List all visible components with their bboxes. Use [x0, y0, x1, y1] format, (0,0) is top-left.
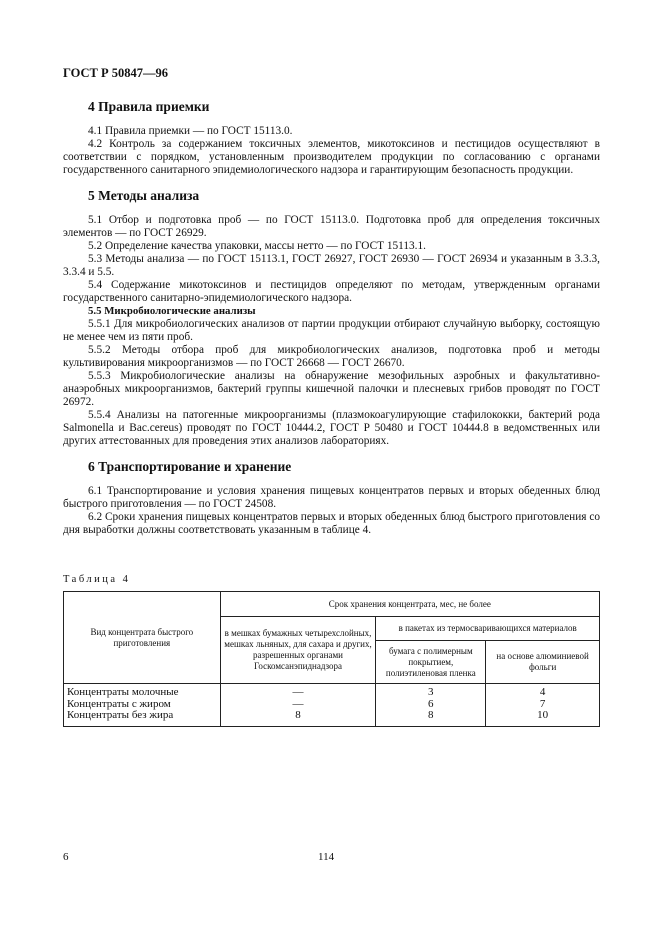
page-number-center: 114 — [318, 851, 335, 863]
table-row — [64, 684, 600, 727]
subsection-5-5-title: 5.5 Микробиологические анализы — [88, 305, 256, 317]
paragraph-5-2: 5.2 Определение качества упаковки, массы нетто — по ГОСТ 15113.1. — [88, 240, 426, 252]
paragraph-6-2: 6.2 Сроки хранения пищевых концентратов первых и вторых обеденных блюд быстрого приготовления со дня выработки должны соответствовать указанным в таблице 4. — [63, 511, 600, 536]
paragraph-5-3: 5.3 Методы анализа — по ГОСТ 15113.1, ГОСТ 26927, ГОСТ 26930 — ГОСТ 26934 и указанным в 3.3.3, 3.3.4 и 5.5. — [63, 253, 600, 278]
header-bags: в мешках бумажных четырехслойных, мешках льняных, для сахара и других, разрешенных органами Госкомсанэпиднадзора — [220, 617, 376, 684]
paragraph-6-1: 6.1 Транспортирование и условия хранения пищевых концентратов первых и вторых обеденных блюд быстрого приготовления — по ГОСТ 24508. — [63, 485, 600, 510]
table-cell: 10 — [537, 709, 549, 721]
header-aluminum-foil: на основе алюминиевой фольги — [486, 641, 600, 684]
table-cell: 4 — [539, 686, 546, 698]
section-4-title: 4 Правила приемки — [88, 99, 210, 114]
section-5-title: 5 Методы анализа — [88, 188, 200, 203]
row-names-cell — [64, 684, 221, 727]
bags-values-cell — [220, 684, 376, 727]
table-cell: — — [292, 697, 304, 710]
table-cell: — — [292, 686, 304, 698]
table-cell: 3 — [428, 686, 434, 698]
page-number-left: 6 — [63, 851, 69, 863]
paragraph-4-2: 4.2 Контроль за содержанием токсичных элементов, микотоксинов и пестицидов осуществляют в соответствии с порядком, установленным производителем продукции по согласованию с органами государственного санитарного эпидемиологического надзора и гарантирующим безопасность продукции. — [63, 138, 600, 176]
paragraph-5-5-1: 5.5.1 Для микробиологических анализов от партии продукции отбирают случайную выборку, состоящую не менее чем из пяти проб. — [63, 318, 600, 343]
section-6-title: 6 Транспортирование и хранение — [88, 459, 292, 474]
paragraph-5-5-4: 5.5.4 Анализы на патогенные микроорганизмы (плазмокоагулирующие стафилококки, бактерий рода Salmonella и Bac.cereus) проводят по ГОСТ 10444.2, ГОСТ Р 50480 и ГОСТ 10444.8 в ведомственных или других аттестованных для проведения этих анализов лабораториях. — [63, 409, 600, 447]
row-name: Концентраты молочные — [67, 686, 179, 698]
paragraph-5-1: 5.1 Отбор и подготовка проб — по ГОСТ 15113.0. Подготовка проб для определения токсичных элементов — по ГОСТ 26929. — [63, 214, 600, 239]
table-cell: 7 — [539, 697, 546, 710]
table-caption: Таблица 4 — [63, 574, 131, 585]
paragraph-4-1: 4.1 Правила приемки — по ГОСТ 15113.0. — [88, 125, 293, 137]
paragraph-5-5-3: 5.5.3 Микробиологические анализы на обнаружение мезофильных аэробных и факультативно-анаэробных микроорганизмов, бактерий группы кишечной палочки и плесневых грибов проводят по ГОСТ 26972. — [63, 370, 600, 408]
row-name: Концентраты без жира — [67, 709, 174, 721]
table-cell: 8 — [295, 709, 301, 721]
document-body — [63, 100, 600, 537]
header-packages: в пакетах из термосваривающихся материалов — [376, 617, 600, 641]
document-header: ГОСТ Р 50847—96 — [63, 66, 169, 80]
paragraph-5-5-2: 5.5.2 Методы отбора проб для микробиологических анализов, подготовка проб и методы культивирования микроорганизмов — по ГОСТ 26668 — ГОСТ 26670. — [63, 344, 600, 369]
foil-values-cell — [486, 684, 600, 727]
header-concentrate-type: Вид концентрата быстрого приготовления — [64, 592, 221, 684]
row-name: Концентраты с жиром — [67, 697, 171, 710]
header-polymer-paper: бумага с полимерным покрытием, полиэтиленовая пленка — [376, 641, 486, 684]
table-cell: 8 — [428, 709, 434, 721]
table-cell: 6 — [428, 697, 434, 710]
paragraph-5-4: 5.4 Содержание микотоксинов и пестицидов определяют по методам, утвержденным органами государственного санитарно-эпидемиологического надзора. — [63, 279, 600, 304]
header-shelf-life: Срок хранения концентрата, мес, не более — [220, 592, 599, 617]
storage-table — [63, 591, 600, 727]
paper-values-cell — [376, 684, 486, 727]
